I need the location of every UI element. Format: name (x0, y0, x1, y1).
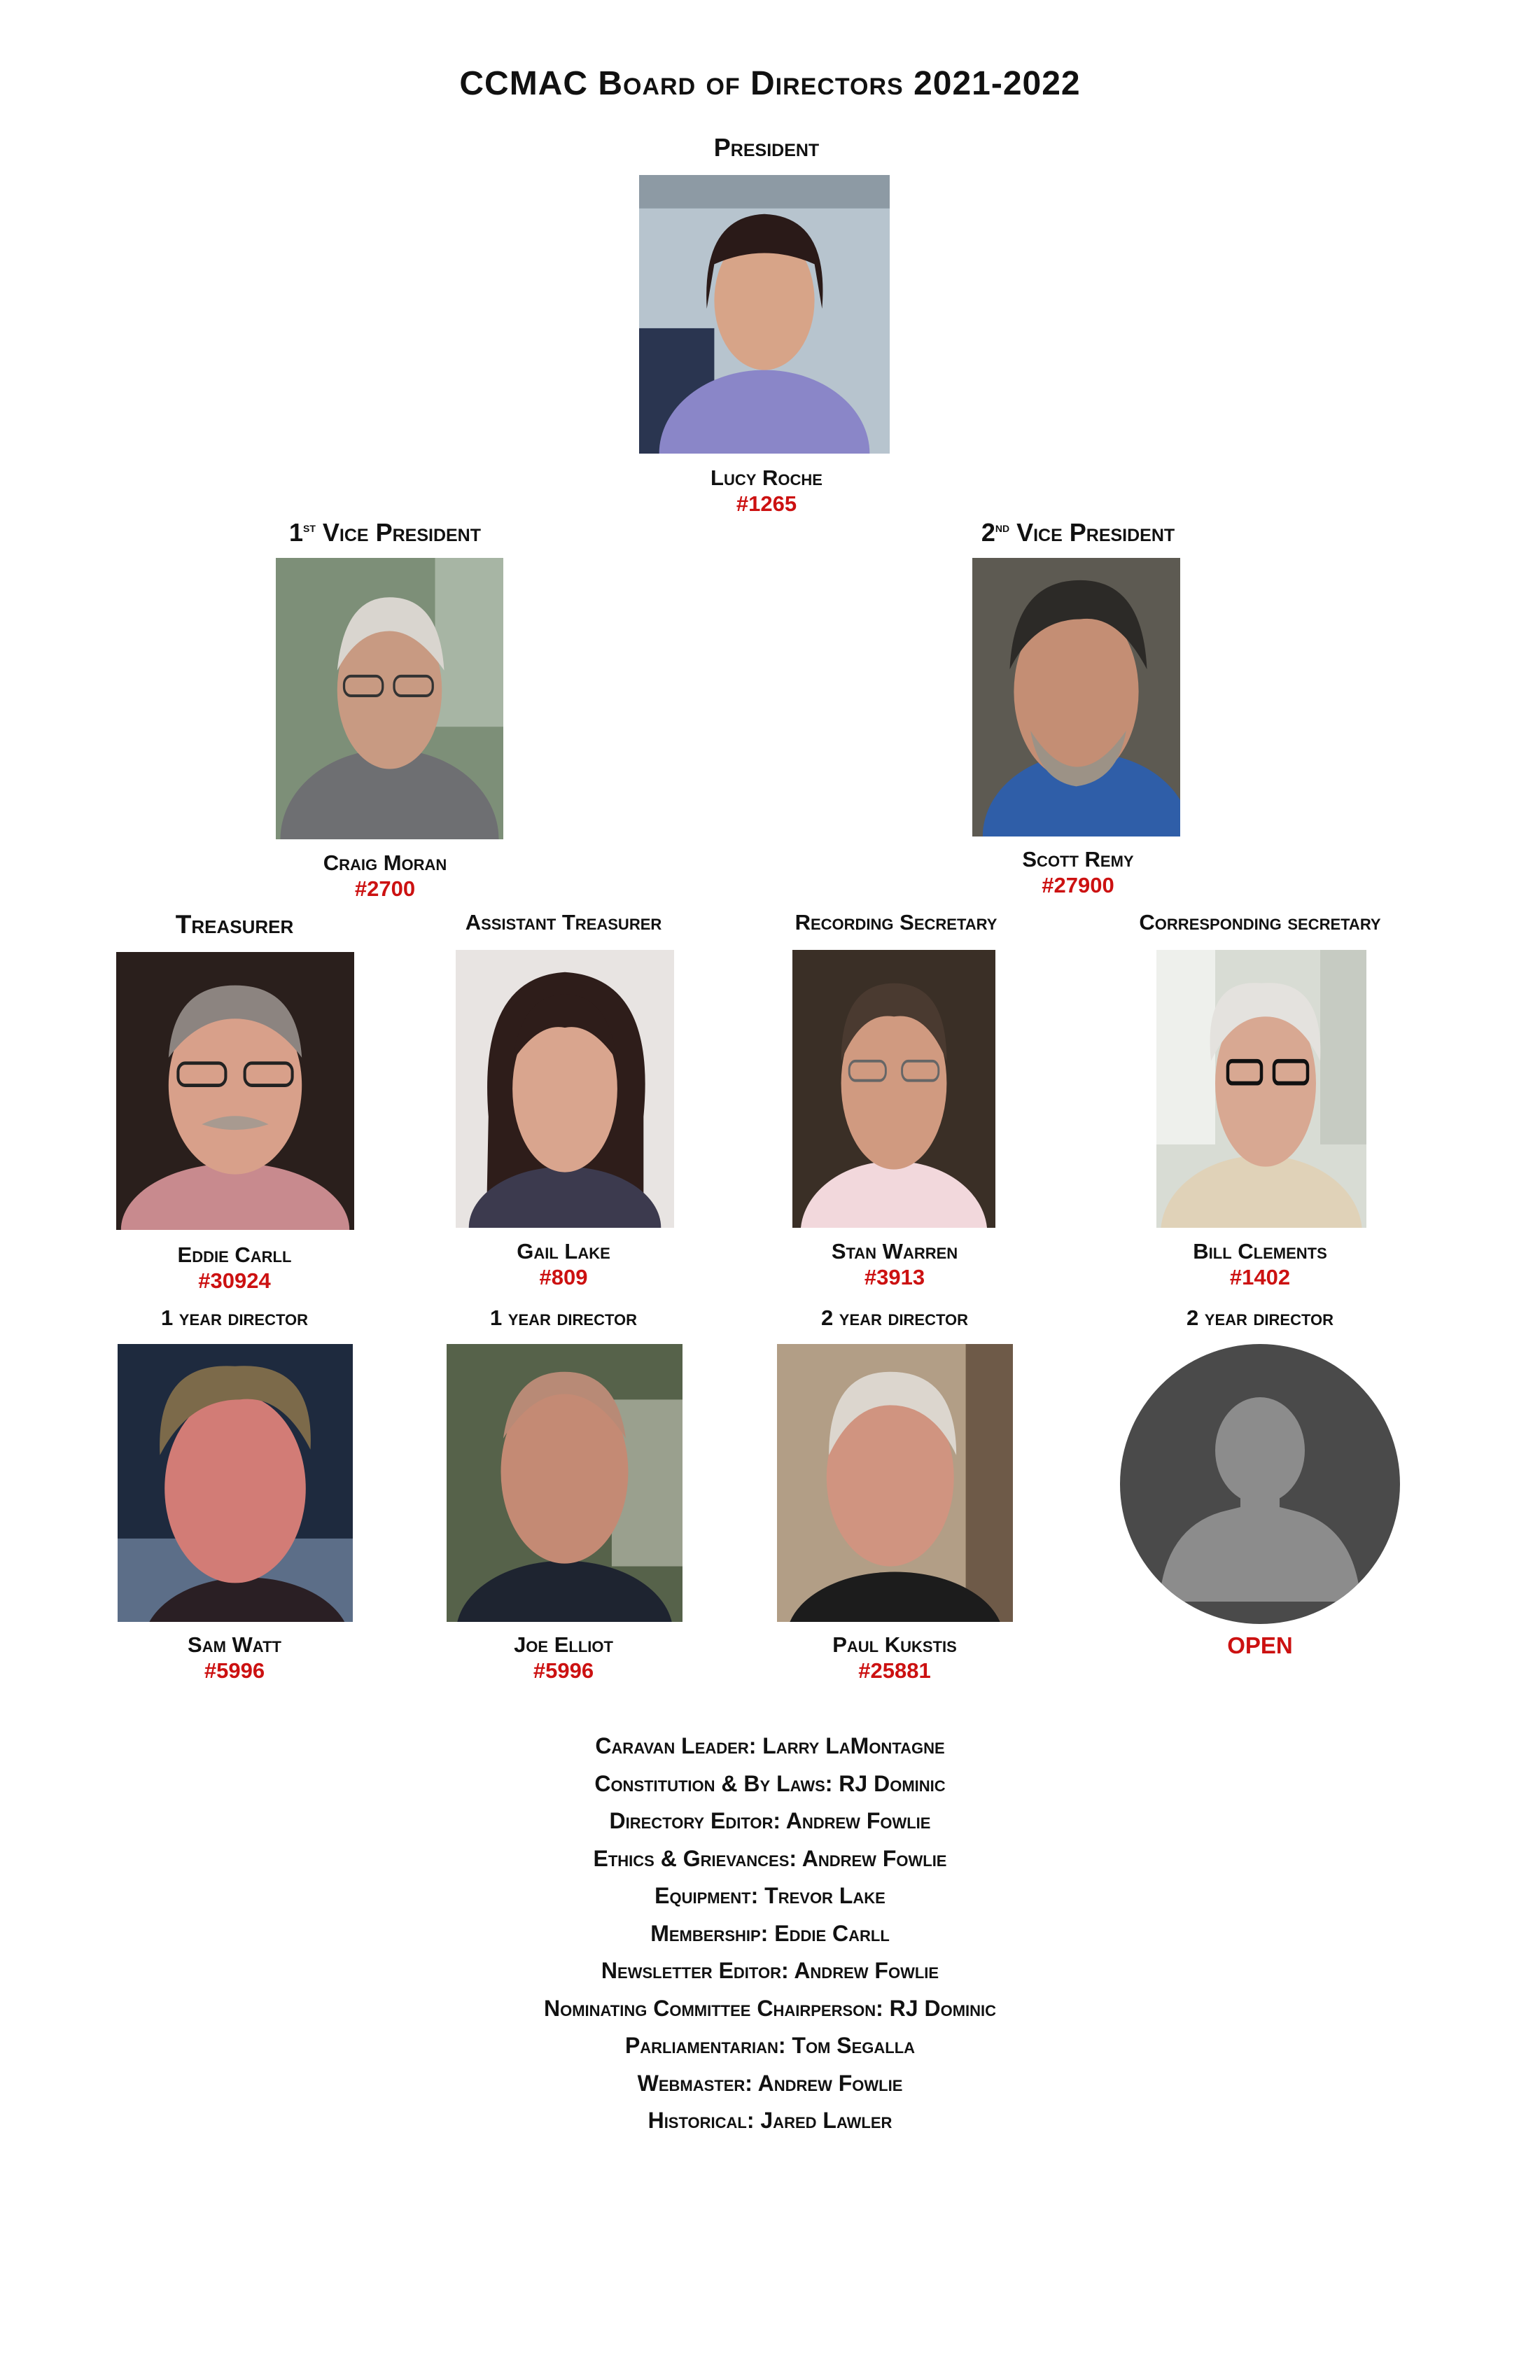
role-president: President (713, 133, 820, 162)
photo-assistant-treasurer (456, 950, 674, 1228)
name-vp2: Scott Remy (1022, 847, 1134, 872)
photo-vp2 (972, 558, 1180, 836)
committee-item: Webmaster: Andrew Fowlie (637, 2070, 903, 2096)
role-assistant-treasurer: Assistant Treasurer (465, 910, 662, 934)
photo-corresponding-secretary (1156, 950, 1366, 1228)
photo-president (639, 175, 890, 454)
role-vp2: 2nd Vice President (981, 518, 1175, 547)
committee-item: Newsletter Editor: Andrew Fowlie (601, 1958, 939, 1983)
photo-recording-secretary (792, 950, 995, 1228)
photo-vp1 (276, 558, 503, 839)
role-director-1: 1 year director (160, 1306, 309, 1330)
number-assistant-treasurer: #809 (539, 1265, 588, 1289)
number-recording-secretary: #3913 (864, 1265, 925, 1289)
committee-item: Parliamentarian: Tom Segalla (624, 2033, 916, 2058)
role-vp1: 1st Vice President (288, 518, 482, 547)
name-recording-secretary: Stan Warren (831, 1239, 958, 1264)
name-director-3: Paul Kukstis (832, 1632, 957, 1657)
role-corresponding-secretary: Corresponding secretary (1139, 910, 1381, 934)
number-director-2: #5996 (533, 1658, 594, 1683)
number-vp2: #27900 (1042, 873, 1114, 897)
placeholder-avatar-icon (1120, 1344, 1400, 1624)
status-open: OPEN (1227, 1632, 1293, 1658)
role-director-3: 2 year director (820, 1306, 969, 1330)
committee-item: Nominating Committee Chairperson: RJ Dominic (543, 1995, 997, 2021)
role-treasurer: Treasurer (175, 910, 294, 939)
name-director-2: Joe Elliot (514, 1632, 613, 1657)
committee-item: Historical: Jared Lawler (648, 2108, 892, 2133)
photo-director-3 (777, 1344, 1013, 1622)
name-assistant-treasurer: Gail Lake (517, 1239, 610, 1264)
committee-item: Equipment: Trevor Lake (654, 1883, 886, 1908)
page-title: CCMAC Board of Directors 2021-2022 (459, 65, 1081, 102)
number-president: #1265 (736, 491, 797, 516)
number-vp1: #2700 (354, 876, 416, 901)
number-treasurer: #30924 (198, 1268, 271, 1293)
name-vp1: Craig Moran (323, 850, 447, 875)
name-treasurer: Eddie Carll (177, 1242, 292, 1267)
number-director-3: #25881 (858, 1658, 931, 1683)
role-director-2: 1 year director (489, 1306, 638, 1330)
committee-item: Membership: Eddie Carll (650, 1920, 890, 1946)
number-corresponding-secretary: #1402 (1229, 1265, 1291, 1289)
photo-treasurer (116, 952, 354, 1230)
photo-director-1 (118, 1344, 353, 1622)
committee-item: Constitution & By Laws: RJ Dominic (594, 1770, 946, 1796)
name-president: Lucy Roche (710, 465, 822, 490)
photo-director-2 (447, 1344, 682, 1622)
committee-item: Ethics & Grievances: Andrew Fowlie (593, 1845, 947, 1871)
name-corresponding-secretary: Bill Clements (1193, 1239, 1327, 1264)
role-director-4: 2 year director (1186, 1306, 1334, 1330)
name-director-1: Sam Watt (188, 1632, 281, 1657)
committee-item: Caravan Leader: Larry LaMontagne (595, 1733, 945, 1758)
committee-item: Directory Editor: Andrew Fowlie (609, 1808, 931, 1833)
number-director-1: #5996 (204, 1658, 265, 1683)
role-recording-secretary: Recording Secretary (794, 910, 997, 934)
committee-list (0, 1728, 1540, 2140)
